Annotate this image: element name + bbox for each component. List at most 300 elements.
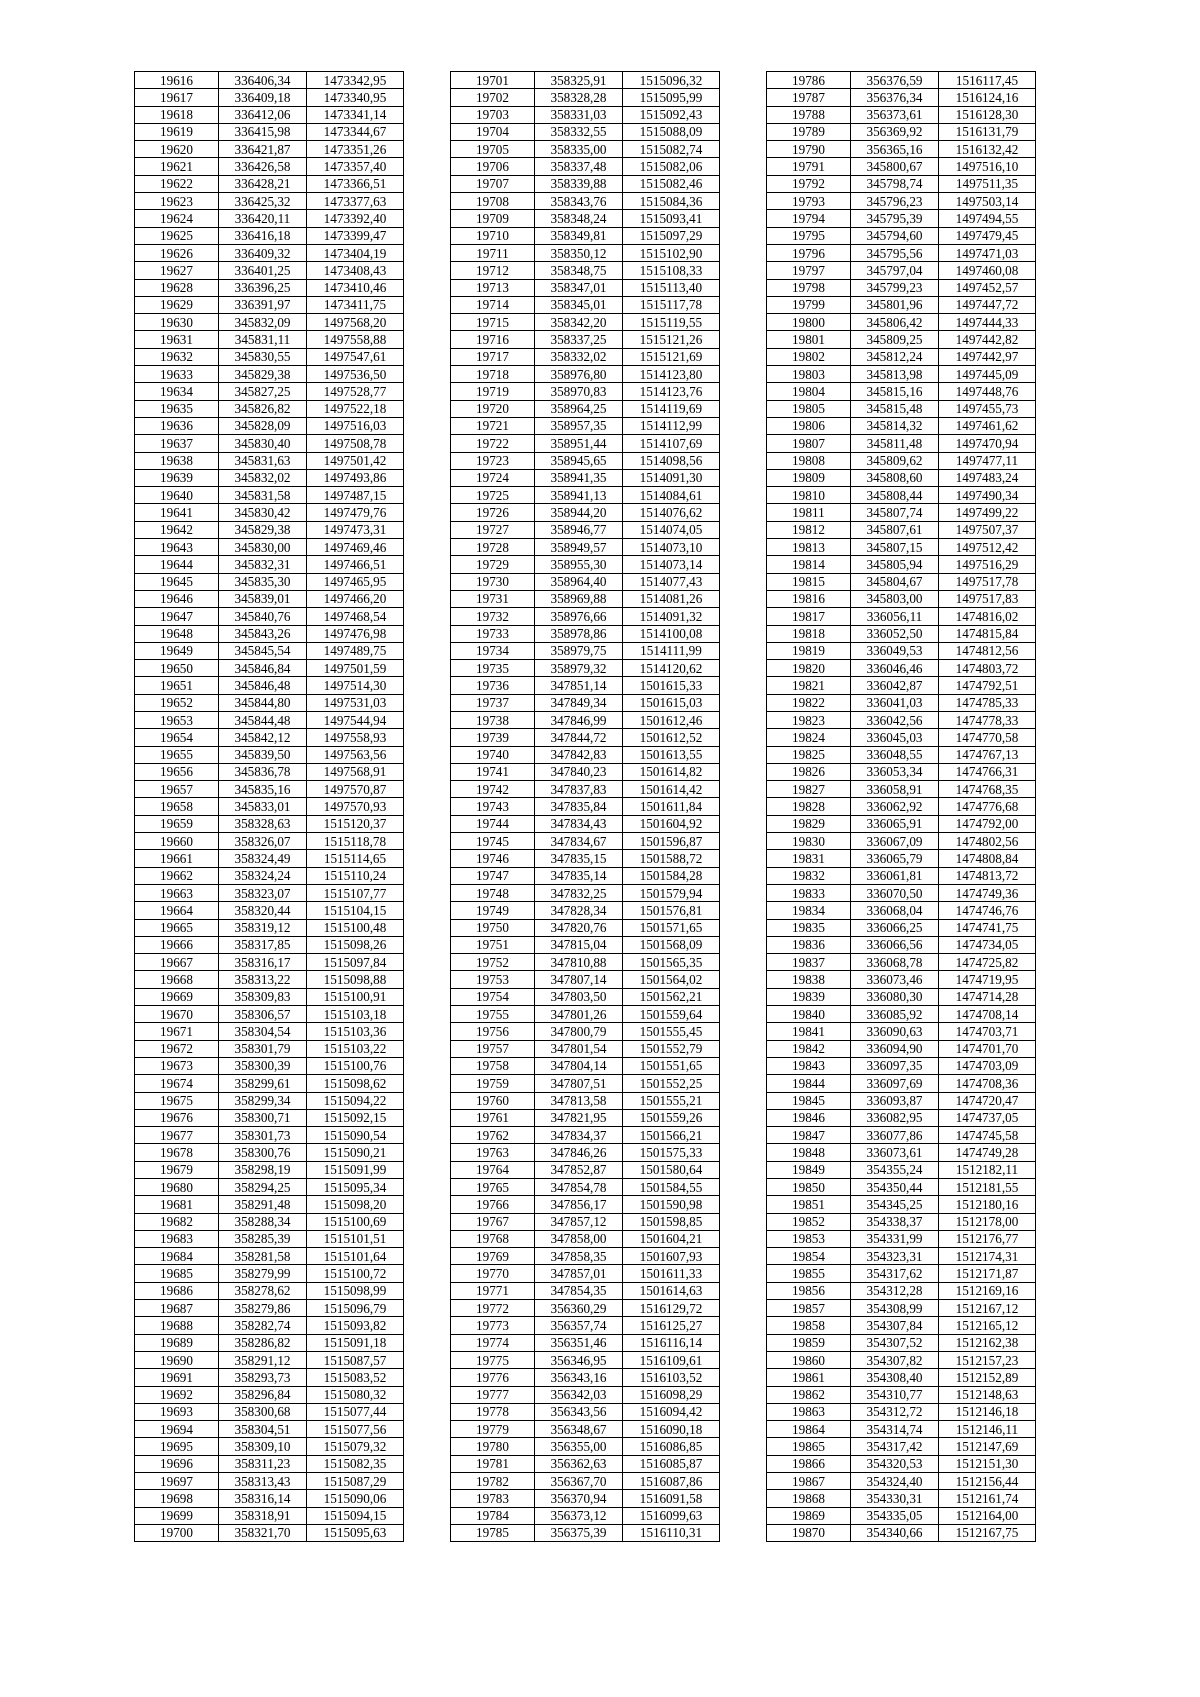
y-coordinate-cell: 1515098,26	[307, 936, 404, 953]
point-number-cell: 19688	[135, 1317, 219, 1334]
y-coordinate-cell: 1497558,93	[307, 729, 404, 746]
x-coordinate-cell: 358328,28	[535, 89, 623, 106]
x-coordinate-cell: 358944,20	[535, 504, 623, 521]
table-row	[767, 1075, 1036, 1092]
table-row	[767, 158, 1036, 175]
table-row	[135, 1040, 404, 1057]
table-row	[451, 1403, 720, 1420]
y-coordinate-cell: 1515098,20	[307, 1196, 404, 1213]
point-number-cell: 19647	[135, 608, 219, 625]
point-number-cell: 19713	[451, 279, 535, 296]
point-number-cell: 19710	[451, 227, 535, 244]
table-row	[767, 1438, 1036, 1455]
y-coordinate-cell: 1501612,52	[623, 729, 720, 746]
table-row	[767, 867, 1036, 884]
table-row	[767, 1421, 1036, 1438]
point-number-cell: 19789	[767, 123, 851, 140]
x-coordinate-cell: 347857,01	[535, 1265, 623, 1282]
x-coordinate-cell: 358320,44	[219, 902, 307, 919]
y-coordinate-cell: 1473344,67	[307, 123, 404, 140]
y-coordinate-cell: 1514077,43	[623, 573, 720, 590]
y-coordinate-cell: 1501614,82	[623, 763, 720, 780]
x-coordinate-cell: 358964,25	[535, 400, 623, 417]
y-coordinate-cell: 1514084,61	[623, 487, 720, 504]
point-number-cell: 19635	[135, 400, 219, 417]
point-number-cell: 19821	[767, 677, 851, 694]
point-number-cell: 19681	[135, 1196, 219, 1213]
point-number-cell: 19625	[135, 227, 219, 244]
x-coordinate-cell: 345840,76	[219, 608, 307, 625]
y-coordinate-cell: 1514107,69	[623, 435, 720, 452]
point-number-cell: 19632	[135, 348, 219, 365]
x-coordinate-cell: 345831,58	[219, 487, 307, 504]
y-coordinate-cell: 1497517,78	[939, 573, 1036, 590]
y-coordinate-cell: 1474708,36	[939, 1075, 1036, 1092]
table-row	[135, 763, 404, 780]
y-coordinate-cell: 1497570,93	[307, 798, 404, 815]
table-row	[451, 1161, 720, 1178]
table-row	[767, 1403, 1036, 1420]
y-coordinate-cell: 1514112,99	[623, 417, 720, 434]
table-row	[451, 1369, 720, 1386]
y-coordinate-cell: 1512156,44	[939, 1473, 1036, 1490]
y-coordinate-cell: 1497516,29	[939, 556, 1036, 573]
x-coordinate-cell: 358279,86	[219, 1300, 307, 1317]
x-coordinate-cell: 358949,57	[535, 539, 623, 556]
table-row	[451, 1300, 720, 1317]
x-coordinate-cell: 358316,14	[219, 1490, 307, 1507]
y-coordinate-cell: 1474720,47	[939, 1092, 1036, 1109]
table-row	[135, 1282, 404, 1299]
y-coordinate-cell: 1512178,00	[939, 1213, 1036, 1230]
y-coordinate-cell: 1497570,87	[307, 781, 404, 798]
table-row	[451, 469, 720, 486]
point-number-cell: 19850	[767, 1179, 851, 1196]
y-coordinate-cell: 1516117,45	[939, 72, 1036, 89]
y-coordinate-cell: 1515121,69	[623, 348, 720, 365]
table-row	[767, 1334, 1036, 1351]
x-coordinate-cell: 336428,21	[219, 175, 307, 192]
table-row	[135, 400, 404, 417]
x-coordinate-cell: 345796,23	[851, 193, 939, 210]
table-row	[451, 1213, 720, 1230]
point-number-cell: 19792	[767, 175, 851, 192]
table-row	[767, 435, 1036, 452]
x-coordinate-cell: 358945,65	[535, 452, 623, 469]
point-number-cell: 19702	[451, 89, 535, 106]
x-coordinate-cell: 345830,42	[219, 504, 307, 521]
table-row	[767, 348, 1036, 365]
table-row	[767, 210, 1036, 227]
y-coordinate-cell: 1474792,51	[939, 677, 1036, 694]
y-coordinate-cell: 1497466,20	[307, 590, 404, 607]
y-coordinate-cell: 1474803,72	[939, 660, 1036, 677]
point-number-cell: 19623	[135, 193, 219, 210]
y-coordinate-cell: 1497468,54	[307, 608, 404, 625]
y-coordinate-cell: 1473392,40	[307, 210, 404, 227]
point-number-cell: 19752	[451, 954, 535, 971]
table-row	[135, 711, 404, 728]
point-number-cell: 19695	[135, 1438, 219, 1455]
y-coordinate-cell: 1497516,03	[307, 417, 404, 434]
point-number-cell: 19662	[135, 867, 219, 884]
table-row	[767, 850, 1036, 867]
point-number-cell: 19807	[767, 435, 851, 452]
x-coordinate-cell: 354312,72	[851, 1403, 939, 1420]
point-number-cell: 19868	[767, 1490, 851, 1507]
point-number-cell: 19841	[767, 1023, 851, 1040]
y-coordinate-cell: 1512162,38	[939, 1334, 1036, 1351]
coordinate-table-2	[450, 71, 720, 1542]
x-coordinate-cell: 354312,28	[851, 1282, 939, 1299]
table-row	[451, 383, 720, 400]
point-number-cell: 19767	[451, 1213, 535, 1230]
x-coordinate-cell: 354324,40	[851, 1473, 939, 1490]
table-row	[135, 573, 404, 590]
table-row	[451, 1351, 720, 1368]
table-row	[135, 1473, 404, 1490]
x-coordinate-cell: 336065,79	[851, 850, 939, 867]
y-coordinate-cell: 1501598,85	[623, 1213, 720, 1230]
y-coordinate-cell: 1497493,86	[307, 469, 404, 486]
x-coordinate-cell: 358286,82	[219, 1334, 307, 1351]
point-number-cell: 19844	[767, 1075, 851, 1092]
point-number-cell: 19761	[451, 1109, 535, 1126]
x-coordinate-cell: 356373,12	[535, 1507, 623, 1524]
point-number-cell: 19747	[451, 867, 535, 884]
point-number-cell: 19777	[451, 1386, 535, 1403]
x-coordinate-cell: 345830,40	[219, 435, 307, 452]
x-coordinate-cell: 345833,01	[219, 798, 307, 815]
table-row	[767, 573, 1036, 590]
x-coordinate-cell: 347856,17	[535, 1196, 623, 1213]
table-row	[135, 1421, 404, 1438]
point-number-cell: 19746	[451, 850, 535, 867]
x-coordinate-cell: 345807,61	[851, 521, 939, 538]
table-row	[451, 954, 720, 971]
table-row	[135, 867, 404, 884]
x-coordinate-cell: 347800,79	[535, 1023, 623, 1040]
x-coordinate-cell: 358301,73	[219, 1127, 307, 1144]
point-number-cell: 19764	[451, 1161, 535, 1178]
table-row	[767, 660, 1036, 677]
point-number-cell: 19865	[767, 1438, 851, 1455]
x-coordinate-cell: 345844,48	[219, 711, 307, 728]
y-coordinate-cell: 1501559,26	[623, 1109, 720, 1126]
point-number-cell: 19667	[135, 954, 219, 971]
x-coordinate-cell: 347842,83	[535, 746, 623, 763]
table-row	[451, 72, 720, 89]
table-row	[135, 193, 404, 210]
y-coordinate-cell: 1473410,46	[307, 279, 404, 296]
y-coordinate-cell: 1515108,33	[623, 262, 720, 279]
table-row	[135, 590, 404, 607]
point-number-cell: 19656	[135, 763, 219, 780]
x-coordinate-cell: 347803,50	[535, 988, 623, 1005]
y-coordinate-cell: 1501611,33	[623, 1265, 720, 1282]
table-row	[451, 521, 720, 538]
x-coordinate-cell: 358946,77	[535, 521, 623, 538]
point-number-cell: 19815	[767, 573, 851, 590]
y-coordinate-cell: 1515104,15	[307, 902, 404, 919]
table-row	[135, 556, 404, 573]
point-number-cell: 19719	[451, 383, 535, 400]
table-row	[135, 227, 404, 244]
y-coordinate-cell: 1515090,21	[307, 1144, 404, 1161]
table-row	[767, 1455, 1036, 1472]
table-row	[767, 711, 1036, 728]
y-coordinate-cell: 1501564,02	[623, 971, 720, 988]
x-coordinate-cell: 358318,91	[219, 1507, 307, 1524]
point-number-cell: 19633	[135, 366, 219, 383]
y-coordinate-cell: 1516128,30	[939, 106, 1036, 123]
y-coordinate-cell: 1501588,72	[623, 850, 720, 867]
y-coordinate-cell: 1497445,09	[939, 366, 1036, 383]
point-number-cell: 19683	[135, 1230, 219, 1247]
point-number-cell: 19639	[135, 469, 219, 486]
coordinate-table-3	[766, 71, 1036, 1542]
point-number-cell: 19848	[767, 1144, 851, 1161]
y-coordinate-cell: 1501604,21	[623, 1230, 720, 1247]
point-number-cell: 19788	[767, 106, 851, 123]
y-coordinate-cell: 1516087,86	[623, 1473, 720, 1490]
table-row	[135, 1230, 404, 1247]
point-number-cell: 19740	[451, 746, 535, 763]
y-coordinate-cell: 1515100,76	[307, 1057, 404, 1074]
point-number-cell: 19629	[135, 296, 219, 313]
x-coordinate-cell: 358282,74	[219, 1317, 307, 1334]
point-number-cell: 19642	[135, 521, 219, 538]
y-coordinate-cell: 1474770,58	[939, 729, 1036, 746]
point-number-cell: 19648	[135, 625, 219, 642]
y-coordinate-cell: 1514120,62	[623, 660, 720, 677]
y-coordinate-cell: 1497516,10	[939, 158, 1036, 175]
y-coordinate-cell: 1512171,87	[939, 1265, 1036, 1282]
table-row	[135, 1265, 404, 1282]
x-coordinate-cell: 358319,12	[219, 919, 307, 936]
y-coordinate-cell: 1512176,77	[939, 1230, 1036, 1247]
table-row	[135, 314, 404, 331]
x-coordinate-cell: 336409,18	[219, 89, 307, 106]
y-coordinate-cell: 1497455,73	[939, 400, 1036, 417]
table-row	[451, 1317, 720, 1334]
y-coordinate-cell: 1497470,94	[939, 435, 1036, 452]
y-coordinate-cell: 1516116,14	[623, 1334, 720, 1351]
x-coordinate-cell: 345829,38	[219, 366, 307, 383]
table-row	[451, 642, 720, 659]
table-row	[135, 175, 404, 192]
table-row	[767, 1161, 1036, 1178]
y-coordinate-cell: 1515098,99	[307, 1282, 404, 1299]
table-row	[767, 193, 1036, 210]
point-number-cell: 19755	[451, 1006, 535, 1023]
point-number-cell: 19730	[451, 573, 535, 590]
x-coordinate-cell: 336412,06	[219, 106, 307, 123]
point-number-cell: 19745	[451, 833, 535, 850]
y-coordinate-cell: 1501615,33	[623, 677, 720, 694]
y-coordinate-cell: 1497568,91	[307, 763, 404, 780]
table-row	[767, 1179, 1036, 1196]
table-row	[135, 417, 404, 434]
table-row	[767, 833, 1036, 850]
y-coordinate-cell: 1512167,12	[939, 1300, 1036, 1317]
y-coordinate-cell: 1473399,47	[307, 227, 404, 244]
y-coordinate-cell: 1497452,57	[939, 279, 1036, 296]
x-coordinate-cell: 336094,90	[851, 1040, 939, 1057]
x-coordinate-cell: 345828,09	[219, 417, 307, 434]
x-coordinate-cell: 358955,30	[535, 556, 623, 573]
table-row	[767, 487, 1036, 504]
y-coordinate-cell: 1515098,62	[307, 1075, 404, 1092]
point-number-cell: 19673	[135, 1057, 219, 1074]
y-coordinate-cell: 1473411,75	[307, 296, 404, 313]
x-coordinate-cell: 358291,48	[219, 1196, 307, 1213]
table-row	[451, 244, 720, 261]
table-row	[767, 625, 1036, 642]
table-row	[451, 1023, 720, 1040]
y-coordinate-cell: 1515091,18	[307, 1334, 404, 1351]
x-coordinate-cell: 345846,48	[219, 677, 307, 694]
point-number-cell: 19630	[135, 314, 219, 331]
table-row	[767, 1248, 1036, 1265]
y-coordinate-cell: 1497483,24	[939, 469, 1036, 486]
point-number-cell: 19677	[135, 1127, 219, 1144]
y-coordinate-cell: 1515120,37	[307, 815, 404, 832]
x-coordinate-cell: 336415,98	[219, 123, 307, 140]
y-coordinate-cell: 1515090,54	[307, 1127, 404, 1144]
y-coordinate-cell: 1515097,84	[307, 954, 404, 971]
table-row	[135, 210, 404, 227]
y-coordinate-cell: 1501559,64	[623, 1006, 720, 1023]
point-number-cell: 19818	[767, 625, 851, 642]
x-coordinate-cell: 358941,13	[535, 487, 623, 504]
x-coordinate-cell: 347852,87	[535, 1161, 623, 1178]
table-row	[135, 815, 404, 832]
point-number-cell: 19851	[767, 1196, 851, 1213]
y-coordinate-cell: 1497568,20	[307, 314, 404, 331]
y-coordinate-cell: 1497501,59	[307, 660, 404, 677]
point-number-cell: 19650	[135, 660, 219, 677]
point-number-cell: 19842	[767, 1040, 851, 1057]
point-number-cell: 19853	[767, 1230, 851, 1247]
table-row	[451, 1179, 720, 1196]
table-row	[135, 383, 404, 400]
table-row	[135, 1057, 404, 1074]
x-coordinate-cell: 358978,86	[535, 625, 623, 642]
x-coordinate-cell: 358285,39	[219, 1230, 307, 1247]
y-coordinate-cell: 1515083,52	[307, 1369, 404, 1386]
y-coordinate-cell: 1515087,57	[307, 1351, 404, 1368]
y-coordinate-cell: 1501555,45	[623, 1023, 720, 1040]
point-number-cell: 19617	[135, 89, 219, 106]
y-coordinate-cell: 1497469,46	[307, 539, 404, 556]
table-row	[767, 729, 1036, 746]
table-row	[451, 1282, 720, 1299]
point-number-cell: 19665	[135, 919, 219, 936]
point-number-cell: 19661	[135, 850, 219, 867]
table-row	[135, 1300, 404, 1317]
x-coordinate-cell: 347854,35	[535, 1282, 623, 1299]
point-number-cell: 19793	[767, 193, 851, 210]
point-number-cell: 19770	[451, 1265, 535, 1282]
point-number-cell: 19676	[135, 1109, 219, 1126]
x-coordinate-cell: 345807,74	[851, 504, 939, 521]
table-row	[767, 1023, 1036, 1040]
x-coordinate-cell: 358304,54	[219, 1023, 307, 1040]
point-number-cell: 19709	[451, 210, 535, 227]
x-coordinate-cell: 356342,03	[535, 1386, 623, 1403]
y-coordinate-cell: 1474703,09	[939, 1057, 1036, 1074]
y-coordinate-cell: 1512152,89	[939, 1369, 1036, 1386]
y-coordinate-cell: 1516098,29	[623, 1386, 720, 1403]
y-coordinate-cell: 1512174,31	[939, 1248, 1036, 1265]
x-coordinate-cell: 347801,26	[535, 1006, 623, 1023]
y-coordinate-cell: 1512165,12	[939, 1317, 1036, 1334]
point-number-cell: 19621	[135, 158, 219, 175]
point-number-cell: 19726	[451, 504, 535, 521]
point-number-cell: 19852	[767, 1213, 851, 1230]
x-coordinate-cell: 345809,62	[851, 452, 939, 469]
coordinate-table-1	[134, 71, 404, 1542]
point-number-cell: 19837	[767, 954, 851, 971]
x-coordinate-cell: 336062,92	[851, 798, 939, 815]
table-row	[451, 314, 720, 331]
point-number-cell: 19697	[135, 1473, 219, 1490]
table-row	[135, 884, 404, 901]
y-coordinate-cell: 1497536,50	[307, 366, 404, 383]
y-coordinate-cell: 1497442,97	[939, 348, 1036, 365]
table-row	[767, 141, 1036, 158]
table-row	[767, 556, 1036, 573]
x-coordinate-cell: 356367,70	[535, 1473, 623, 1490]
x-coordinate-cell: 345808,44	[851, 487, 939, 504]
table-row	[451, 660, 720, 677]
point-number-cell: 19857	[767, 1300, 851, 1317]
table-row	[451, 141, 720, 158]
point-number-cell: 19809	[767, 469, 851, 486]
y-coordinate-cell: 1474741,75	[939, 919, 1036, 936]
table-row	[135, 1386, 404, 1403]
point-number-cell: 19826	[767, 763, 851, 780]
table-row	[451, 763, 720, 780]
table-row	[135, 1196, 404, 1213]
x-coordinate-cell: 358979,75	[535, 642, 623, 659]
x-coordinate-cell: 358301,79	[219, 1040, 307, 1057]
x-coordinate-cell: 347851,14	[535, 677, 623, 694]
point-number-cell: 19741	[451, 763, 535, 780]
x-coordinate-cell: 345809,25	[851, 331, 939, 348]
table-row	[767, 1282, 1036, 1299]
x-coordinate-cell: 356343,16	[535, 1369, 623, 1386]
x-coordinate-cell: 336421,87	[219, 141, 307, 158]
y-coordinate-cell: 1474816,02	[939, 608, 1036, 625]
y-coordinate-cell: 1515119,55	[623, 314, 720, 331]
table-row	[451, 1127, 720, 1144]
y-coordinate-cell: 1512146,11	[939, 1421, 1036, 1438]
y-coordinate-cell: 1497489,75	[307, 642, 404, 659]
y-coordinate-cell: 1497465,95	[307, 573, 404, 590]
x-coordinate-cell: 345842,12	[219, 729, 307, 746]
y-coordinate-cell: 1497444,33	[939, 314, 1036, 331]
y-coordinate-cell: 1515107,77	[307, 884, 404, 901]
point-number-cell: 19620	[135, 141, 219, 158]
y-coordinate-cell: 1516110,31	[623, 1524, 720, 1541]
x-coordinate-cell: 356375,39	[535, 1524, 623, 1541]
y-coordinate-cell: 1516103,52	[623, 1369, 720, 1386]
table-row	[451, 1109, 720, 1126]
point-number-cell: 19732	[451, 608, 535, 625]
point-number-cell: 19855	[767, 1265, 851, 1282]
